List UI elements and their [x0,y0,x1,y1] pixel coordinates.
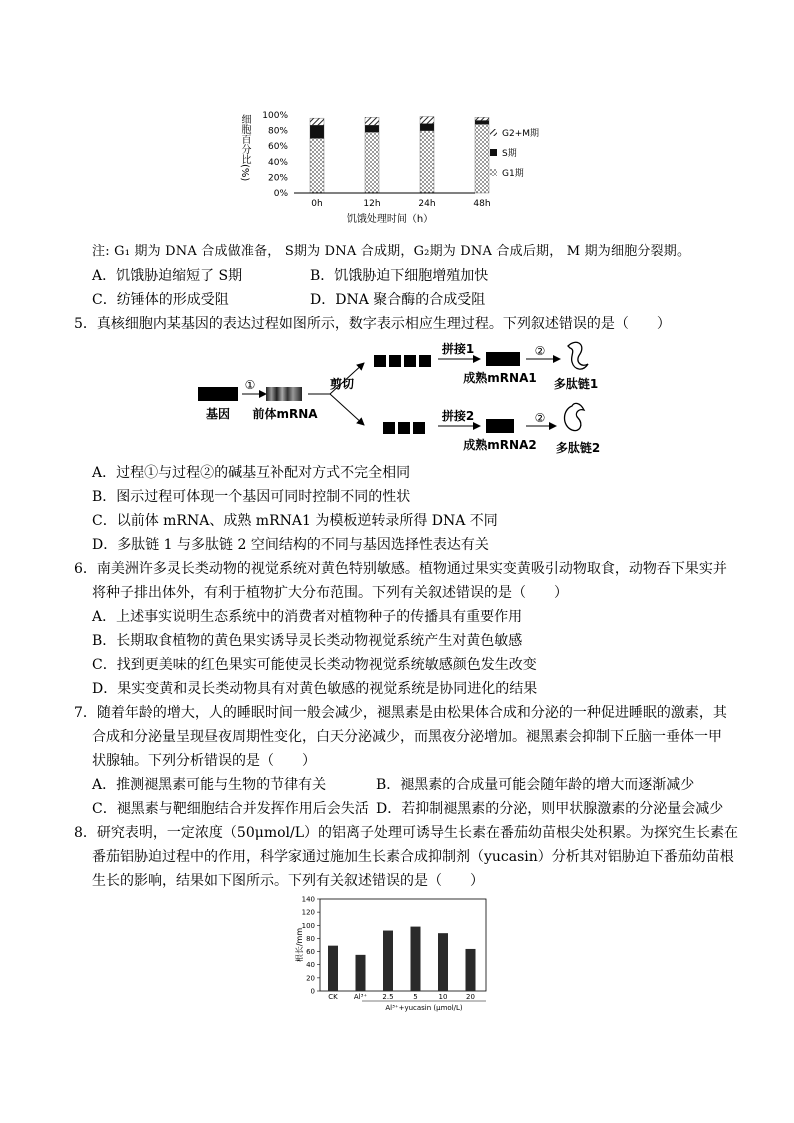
q4-option-c[interactable]: C．纺锤体的形成受阻 [92,292,229,308]
c2-y-tick-label: 20 [306,974,315,983]
bar-0h-S期 [310,125,324,138]
q7-stem-line1: 7．随着年龄的增大，人的睡眠时间一般会减少，褪黑素是由松果体合成和分泌的一种促进睡眠的激素，其 [74,705,727,721]
bar-0h-G1期 [310,138,324,193]
x-axis-label: 饥饿处理时间（h） [346,214,434,225]
bar-24h-G1期 [420,131,434,193]
mature-mrna2-block [486,419,514,433]
y-tick-labels [262,111,288,199]
x-tick-label: 24h [418,199,436,209]
c2-y-tick-labels [302,896,320,996]
q5-stem: 5．真核细胞内某基因的表达过程如图所示，数字表示相应生理过程。下列叙述错误的是（ ） [74,316,671,332]
x-tick-label: 12h [363,199,381,209]
legend-label: G2+M期 [502,129,540,139]
y-tick-label: 0% [273,189,288,199]
c2-x-tick-label: 5 [413,993,418,1001]
c2-y-tick-label: 140 [301,895,315,904]
step1-label: ① [244,378,256,392]
c2-bar-5 [411,927,421,991]
x-tick-label: 48h [473,199,491,209]
y-tick-label: 40% [267,157,288,168]
c2-bar-2.5 [383,931,393,991]
legend [490,127,539,179]
mature-mrna1-label: 成熟mRNA1 [463,371,537,385]
q7-option-d[interactable]: D．若抑制褪黑素的分泌，则甲状腺激素的分泌量会减少 [376,801,724,817]
c2-bar-CK [328,946,338,991]
q4-option-b[interactable]: B．饥饿胁迫下细胞增殖加快 [310,268,489,284]
peptide2-label: 多肽链2 [555,441,601,455]
bar-48h-S期 [475,120,489,124]
step2b-label: ② [534,411,546,425]
bar-12h-G1期 [365,132,379,193]
legend-label: G1期 [502,169,524,179]
bar-0h-G2+M期 [310,118,324,125]
q5-option-d[interactable]: D．多肽链 1 与多肽链 2 空间结构的不同与基因选择性表达有关 [92,537,489,553]
legend-swatch [490,149,497,156]
c2-x-tick-label: Al³⁺ [353,993,368,1001]
q6-option-a[interactable]: A．上述事实说明生态系统中的消费者对植物种子的传播具有重要作用 [92,609,523,625]
c2-y-axis-label: 根长/mm [295,927,304,963]
q8-stem-line2: 番茄铝胁迫过程中的作用，科学家通过施加生长素合成抑制剂（yucasin）分析其对铝胁迫下番茄幼苗根 [92,849,734,865]
peptide1-shape [568,342,588,369]
c2-x-tick-labels [328,993,475,1001]
q4-note: 注: G₁ 期为 DNA 合成做准备， S期为 DNA 合成期，G₂期为 DNA 合成后期， M 期为细胞分裂期。 [92,244,691,259]
c2-x-tick-label: 20 [466,993,475,1001]
x-tick-labels [311,199,490,209]
mature-mrna2-label: 成熟mRNA2 [463,438,537,452]
y-tick-label: 60% [267,142,288,153]
q4-option-d[interactable]: D．DNA 聚合酶的合成受阻 [310,292,486,308]
c2-x-tick-label: CK [328,993,338,1001]
legend-swatch [490,129,497,136]
pre-mrna-label: 前体mRNA [252,407,318,421]
y-tick-label: 80% [267,126,288,137]
arrow-down [330,394,364,425]
bar-12h-S期 [365,125,379,132]
c2-y-tick-label: 0 [310,987,315,996]
bar-48h-G2+M期 [475,117,489,120]
gene-block [198,387,238,401]
c2-y-tick-label: 40 [306,961,315,970]
bar-48h-G1期 [475,124,489,193]
q6-stem-line1: 6．南美洲许多灵长类动物的视觉系统对黄色特别敏感。植物通过果实变黄吸引动物取食，动物吞下果实并 [74,561,727,577]
legend-label: S期 [502,149,517,159]
cut-label: 剪切 [329,377,355,391]
q6-stem-line2: 将种子排出体外，有利于植物扩大分布范围。下列有关叙述错误的是（ ） [92,585,568,601]
q8-stem-line3: 生长的影响，结果如下图所示。下列有关叙述错误的是（ ） [92,873,484,889]
q5-option-a[interactable]: A．过程①与过程②的碱基互补配对方式不完全相同 [92,465,411,481]
bar-group [310,117,489,193]
c2-bar-10 [438,933,448,991]
gene-label: 基因 [205,407,231,421]
c2-x-tick-label: 10 [438,993,448,1001]
c2-bar-20 [466,949,476,991]
peptide1-label: 多肽链1 [553,377,599,391]
q6-option-c[interactable]: C．找到更美味的红色果实可能使灵长类动物视觉系统敏感颜色发生改变 [92,657,537,673]
c2-x-tick-label: 2.5 [382,993,394,1001]
c2-bar-group [328,927,476,991]
root-length-chart [290,893,510,1015]
x-tick-label: 0h [311,199,323,209]
legend-swatch [490,169,497,176]
exon-set-1 [374,355,431,367]
c2-y-tick-label: 60 [306,948,315,957]
c2-y-tick-label: 120 [301,908,315,917]
exon-set-2 [383,422,425,434]
q5-option-b[interactable]: B．图示过程可体现一个基因可同时控制不同的性状 [92,489,411,505]
bar-12h-G2+M期 [365,117,379,125]
bar-24h-S期 [420,124,434,131]
c2-bar-Al³⁺ [356,955,366,991]
step2a-label: ② [534,344,546,358]
q6-option-b[interactable]: B．长期取食植物的黄色果实诱导灵长类动物视觉系统产生对黄色敏感 [92,633,523,649]
c2-x-axis-label: Al³⁺+yucasin (μmol/L) [385,1004,463,1012]
q7-stem-line2: 合成和分泌量呈现昼夜周期性变化，白天分泌减少，而黑夜分泌增加。褪黑素会抑制下丘脑一垂体一甲 [92,729,722,745]
q5-option-c[interactable]: C．以前体 mRNA、成熟 mRNA1 为模板逆转录所得 DNA 不同 [92,513,498,529]
mature-mrna1-block [486,352,520,366]
splice1-label: 拼接1 [441,342,475,356]
y-tick-label: 20% [267,173,288,184]
q7-option-b[interactable]: B．褪黑素的合成量可能会随年龄的增大而逐渐减少 [376,777,695,793]
bar-24h-G2+M期 [420,117,434,124]
y-axis-label: 细胞百分比(%) [239,114,250,182]
pre-mrna-block [266,387,302,401]
c2-y-tick-label: 80 [306,934,315,943]
q8-stem-line1: 8．研究表明，一定浓度（50μmol/L）的铝离子处理可诱导生长素在番茄幼苗根尖处积累。为探究生长素在 [74,825,739,841]
q7-stem-line3: 状腺轴。下列分析错误的是（ ） [92,753,316,769]
c2-plot-frame [320,899,486,991]
c2-y-tick-label: 100 [301,921,315,930]
splice2-label: 拼接2 [441,409,475,423]
cell-cycle-chart [230,105,570,230]
q7-option-a[interactable]: A．推测褪黑素可能与生物的节律有关 [92,777,327,793]
q7-option-c[interactable]: C．褪黑素与靶细胞结合并发挥作用后会失活 [92,801,369,817]
q4-option-a[interactable]: A．饥饿胁迫缩短了 S期 [92,268,243,284]
peptide2-shape [565,403,585,430]
q6-option-d[interactable]: D．果实变黄和灵长类动物具有对黄色敏感的视觉系统是协同进化的结果 [92,681,538,697]
gene-expression-diagram [190,338,620,460]
y-tick-label: 100% [262,111,288,121]
